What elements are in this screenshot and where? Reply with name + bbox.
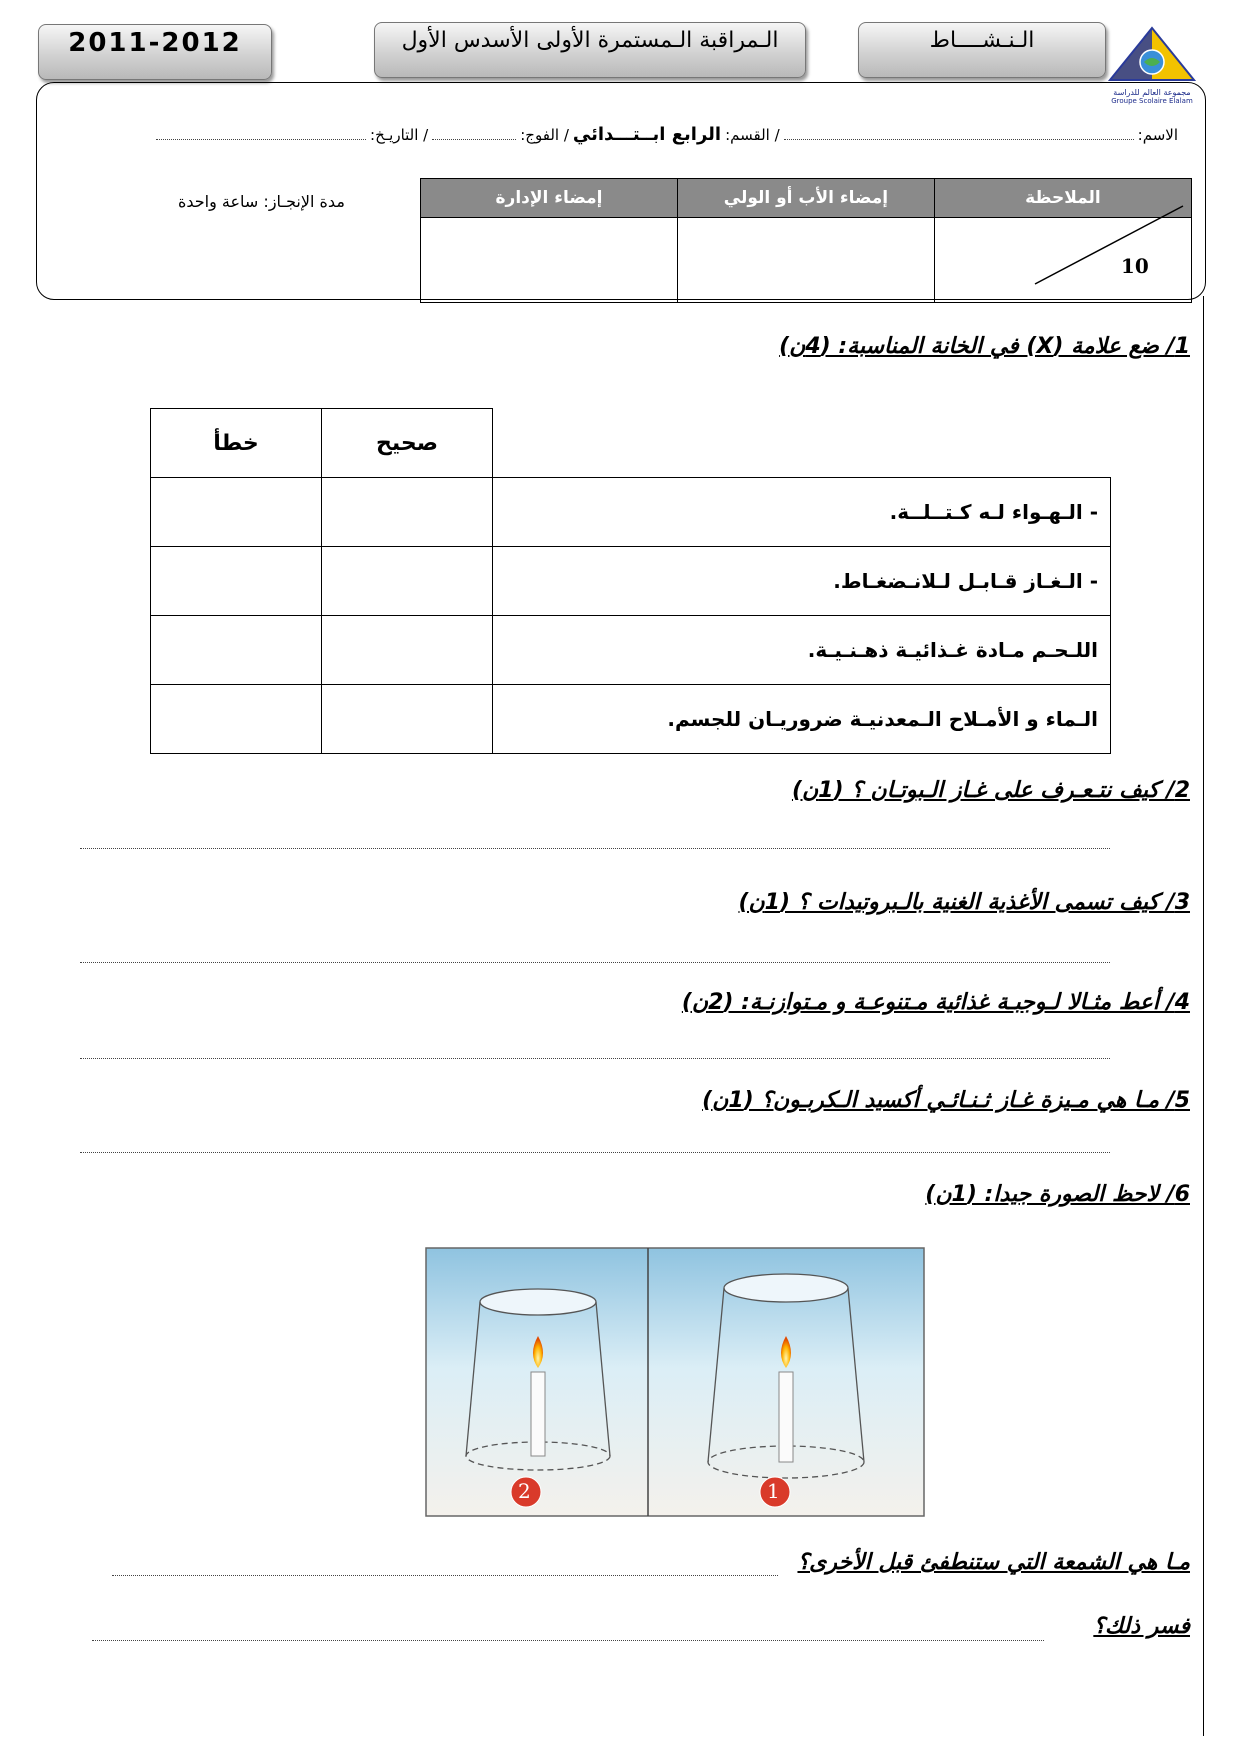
candle-figure (418, 1244, 932, 1526)
class-value: الرابع ابــتـــدائي (572, 124, 722, 145)
figure-label-2: 2 (518, 1479, 531, 1503)
name-label: الاسم: (1137, 126, 1178, 144)
logo-triangle-icon (1104, 24, 1200, 84)
score-cell[interactable] (934, 218, 1191, 303)
date-field[interactable] (156, 139, 366, 140)
true-cell[interactable] (322, 478, 493, 547)
student-info-line (156, 124, 1178, 145)
q4-answer-line[interactable] (80, 1058, 1110, 1059)
score-total: 10 (1120, 254, 1149, 278)
q2-title: 2/ كيف نتـعـرف على غـاز الـبوتـان ؟ (1ن) (791, 778, 1190, 803)
group-field[interactable] (432, 139, 516, 140)
q5-answer-line[interactable] (80, 1152, 1110, 1153)
exam-title: الـمراقبة الـمستمرة الأولى الأسدس الأول (374, 22, 806, 78)
duration-label: مدة الإنجـاز: ساعة واحدة (178, 192, 345, 211)
table-row (151, 616, 1111, 685)
group-label: / الفوج: (520, 126, 569, 144)
q6-title: 6/ لاحظ الصورة جيدا: (1ن) (925, 1182, 1190, 1207)
col-true-header: صحيح (322, 409, 493, 478)
statement: - الـهـواء لـه كـتــلــة. (493, 478, 1111, 547)
right-margin-rule (1203, 296, 1204, 1736)
score-slash-icon (935, 184, 1190, 296)
date-label: / التاريـخ: (370, 126, 429, 144)
false-cell[interactable] (151, 547, 322, 616)
admin-signature-cell[interactable] (421, 218, 678, 303)
statement: اللـحـم مـادة غـذائيـة ذهـنـيـة. (493, 616, 1111, 685)
true-cell[interactable] (322, 616, 493, 685)
header-note: الملاحظة (934, 179, 1191, 218)
signature-table (420, 178, 1192, 303)
header-parent-signature: إمضاء الأب أو الولي (677, 179, 934, 218)
statement: الـماء و الأمـلاح الـمعدنيـة ضروريـان للجسم. (493, 685, 1111, 754)
q3-answer-line[interactable] (80, 962, 1110, 963)
name-field[interactable] (784, 139, 1134, 140)
parent-signature-cell[interactable] (677, 218, 934, 303)
q6-subquestion-1: مـا هي الشمعة التي ستنطفئ قبل الأخرى؟ (797, 1550, 1190, 1575)
q4-title: 4/ أعط مثـالا لـوجبـة غذائية مـتنوعـة و مـتوازنـة: (2ن) (681, 990, 1190, 1015)
q6-subquestion-2: فسر ذلك؟ (1093, 1614, 1190, 1639)
true-cell[interactable] (322, 685, 493, 754)
class-label: / القسم: (725, 126, 780, 144)
q6-answer-line-2[interactable] (92, 1640, 1044, 1641)
year-badge: 2011-2012 (38, 24, 272, 80)
logo-subtext: Groupe Scolaire Elalam (1111, 97, 1193, 105)
q1-title: 1/ ضع علامة (X) في الخانة المناسبة: (4ن) (779, 334, 1190, 359)
true-false-table (150, 408, 1111, 754)
false-cell[interactable] (151, 478, 322, 547)
true-cell[interactable] (322, 547, 493, 616)
table-row (151, 685, 1111, 754)
statement: - الـغـاز قـابـل لـلانـضغـاط. (493, 547, 1111, 616)
q2-answer-line[interactable] (80, 848, 1110, 849)
q3-title: 3/ كيف تسمى الأغذية الغنية بالـبروتيدات ؟ (1ن) (738, 890, 1190, 915)
table-row (151, 478, 1111, 547)
false-cell[interactable] (151, 685, 322, 754)
false-cell[interactable] (151, 616, 322, 685)
header-admin-signature: إمضاء الإدارة (421, 179, 678, 218)
logo-text: مجموعة العالم للدراسة (1113, 88, 1191, 97)
q5-title: 5/ مـا هي مـيزة غـاز ثـنـائـي أكسيد الـكربـون؟ (1ن) (702, 1088, 1190, 1113)
figure-label-1: 1 (767, 1479, 780, 1503)
activity-label: الـنـشــــاط (858, 22, 1106, 78)
col-false-header: خطأ (151, 409, 322, 478)
table-row (151, 547, 1111, 616)
q6-answer-line-1[interactable] (112, 1575, 778, 1576)
